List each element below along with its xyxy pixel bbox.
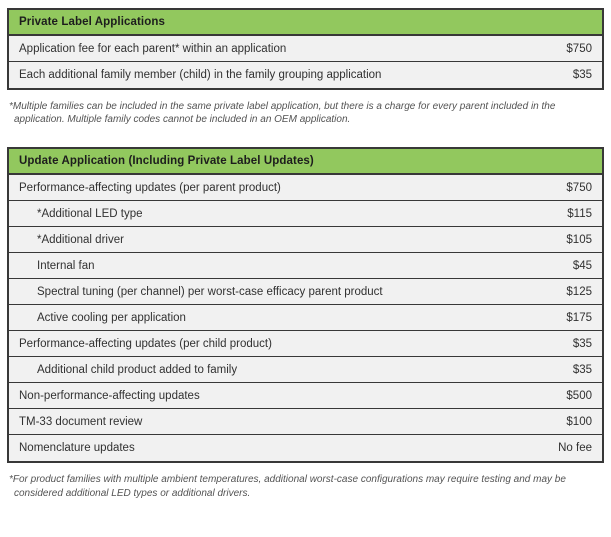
row-price: $105 bbox=[566, 233, 592, 246]
table-header bbox=[9, 10, 602, 36]
update-application-table bbox=[7, 147, 604, 463]
row-label: Spectral tuning (per channel) per worst-case efficacy parent product bbox=[37, 285, 383, 298]
table-title: Private Label Applications bbox=[19, 16, 165, 28]
row-price: $45 bbox=[572, 259, 592, 272]
row-label: Additional child product added to family bbox=[37, 363, 238, 376]
row-label: Performance-affecting updates (per child product) bbox=[19, 337, 272, 350]
table-row bbox=[9, 253, 602, 279]
row-price: $125 bbox=[566, 285, 592, 298]
row-price: $100 bbox=[566, 415, 592, 428]
table-row bbox=[9, 357, 602, 383]
row-price: $750 bbox=[566, 42, 592, 55]
table-row bbox=[9, 36, 602, 62]
row-label: Application fee for each parent* within an application bbox=[19, 42, 287, 55]
row-label: Performance-affecting updates (per parent product) bbox=[19, 181, 281, 194]
table-header bbox=[9, 149, 602, 175]
table-body bbox=[9, 175, 602, 461]
table-row bbox=[9, 62, 602, 88]
row-price: $35 bbox=[572, 337, 592, 350]
table-row bbox=[9, 409, 602, 435]
row-price: $750 bbox=[566, 181, 592, 194]
table-row bbox=[9, 435, 602, 461]
table-body bbox=[9, 36, 602, 88]
row-label: *Additional driver bbox=[37, 233, 124, 246]
row-label: TM-33 document review bbox=[19, 415, 143, 428]
table-row bbox=[9, 331, 602, 357]
private-label-footnote: *Multiple families can be included in the same private label application, but there is a charge for every parent included in the application. Multiple family codes cannot be included in an OEM application. bbox=[9, 101, 556, 126]
row-price: $35 bbox=[572, 69, 592, 81]
row-label: Internal fan bbox=[37, 259, 95, 272]
table-title: Update Application (Including Private Label Updates) bbox=[19, 155, 314, 168]
row-label: Non-performance-affecting updates bbox=[19, 389, 200, 402]
row-price: $115 bbox=[567, 207, 592, 220]
table-row bbox=[9, 305, 602, 331]
row-price: $500 bbox=[566, 389, 592, 402]
table-row bbox=[9, 383, 602, 409]
row-price: $175 bbox=[566, 311, 592, 324]
table-row bbox=[9, 227, 602, 253]
row-price: No fee bbox=[558, 442, 592, 455]
row-label: *Additional LED type bbox=[37, 207, 143, 220]
table-row bbox=[9, 279, 602, 305]
private-label-applications-table bbox=[7, 8, 604, 90]
row-label: Nomenclature updates bbox=[19, 442, 135, 455]
row-label: Active cooling per application bbox=[37, 311, 186, 324]
table-row bbox=[9, 175, 602, 201]
row-label: Each additional family member (child) in the family grouping application bbox=[19, 69, 382, 81]
row-price: $35 bbox=[572, 363, 592, 376]
update-application-footnote: *For product families with multiple ambient temperatures, additional worst-case configurations may require testing and may be considered additional LED types or additional drivers. bbox=[9, 474, 566, 499]
table-row bbox=[9, 201, 602, 227]
